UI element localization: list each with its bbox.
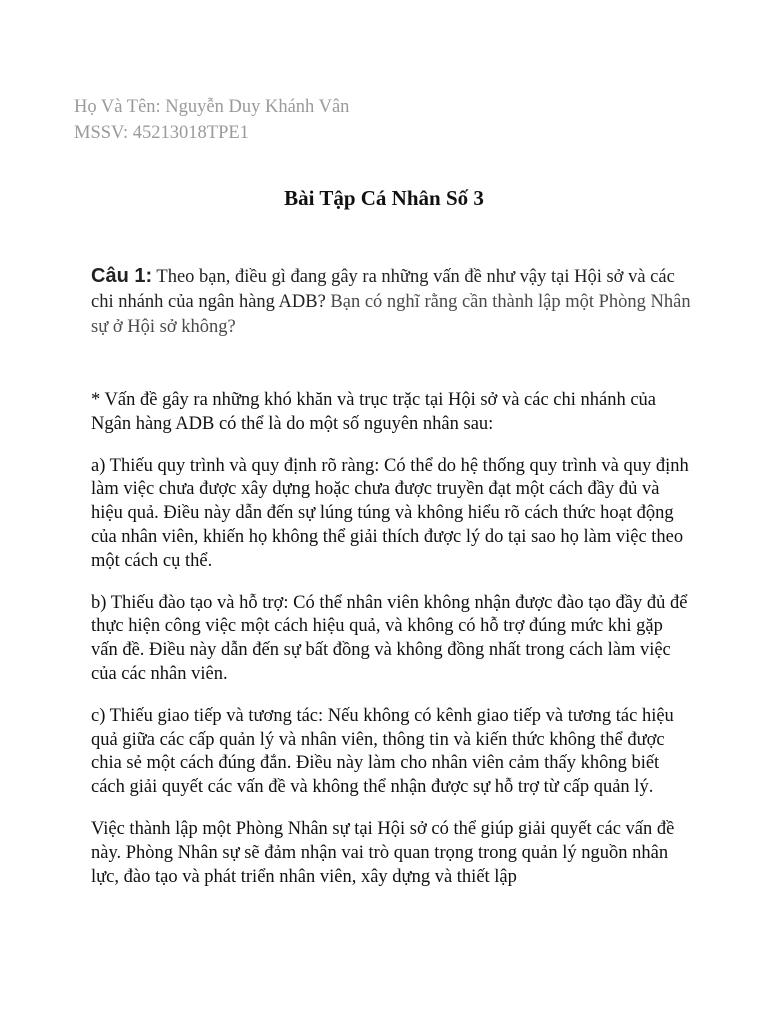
student-name: Họ Và Tên: Nguyễn Duy Khánh Vân — [74, 97, 350, 117]
question-label: Câu 1: — [91, 265, 153, 287]
answer-body — [91, 389, 691, 907]
question-block — [91, 264, 691, 340]
paragraph-c: c) Thiếu giao tiếp và tương tác: Nếu không có kênh giao tiếp và tương tác hiệu quả giữa các cấp quản lý và nhân viên, thông tin và kiến thức không thể được chia sẻ một cách đúng đắn. Điều này làm cho nhân viên cảm thấy không biết cách giải quyết các vấn đề và không thể nhận được sự hỗ trợ từ cấp quản lý. — [91, 705, 674, 798]
paragraph-b: b) Thiếu đào tạo và hỗ trợ: Có thể nhân viên không nhận được đào tạo đầy đủ để thực hiện công việc một cách hiệu quả, và không có hỗ trợ đúng mức khi gặp vấn đề. Điều này dẫn đến sự bất đồng và không đồng nhất trong cách làm việc của các nhân viên. — [91, 592, 688, 684]
student-info — [74, 94, 349, 146]
question-text-part2: Bạn có nghĩ rằng cần thành lập một Phòng Nhân sự ở Hội sở không? — [91, 292, 691, 337]
student-id: MSSV: 45213018TPE1 — [74, 123, 249, 143]
paragraph-intro: * Vấn đề gây ra những khó khăn và trục trặc tại Hội sở và các chi nhánh của Ngân hàng ADB có thể là do một số nguyên nhân sau: — [91, 390, 657, 434]
question-text-part1: Theo bạn, điều gì đang gây ra những vấn đề như vậy tại Hội sở và các chi nhánh của ngân hàng ADB? — [91, 267, 675, 312]
paragraph-a: a) Thiếu quy trình và quy định rõ ràng: Có thể do hệ thống quy trình và quy định làm việc chưa được xây dựng hoặc chưa được truyền đạt một cách đầy đủ và hiệu quả. Điều này dẫn đến sự lúng túng và không hiểu rõ cách thức hoạt động của nhân viên, khiến họ không thể giải thích được lý do tại sao họ làm việc theo một cách cụ thể. — [91, 455, 689, 571]
document-title: Bài Tập Cá Nhân Số 3 — [284, 186, 484, 210]
paragraph-conclusion: Việc thành lập một Phòng Nhân sự tại Hội sở có thể giúp giải quyết các vấn đề này. Phòng Nhân sự sẽ đảm nhận vai trò quan trọng trong quản lý nguồn nhân lực, đào tạo và phát triển nhân viên, xây dựng và thiết lập — [91, 818, 675, 887]
